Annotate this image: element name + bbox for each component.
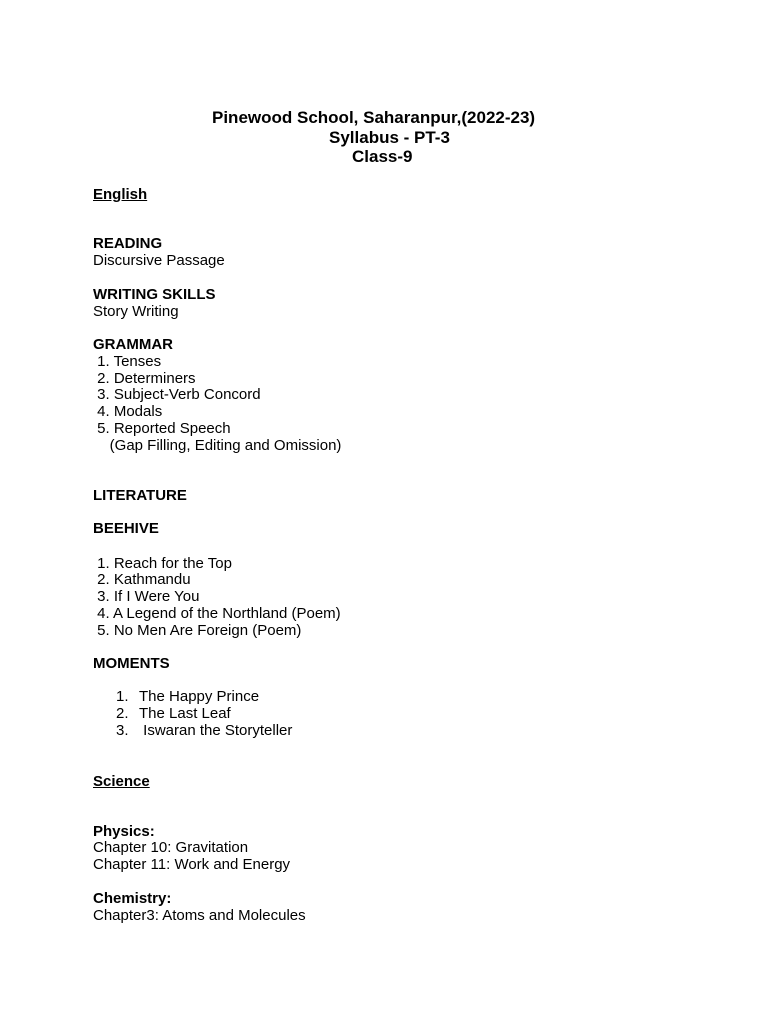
science-heading: Science — [93, 773, 150, 790]
moments-number: 1. — [116, 688, 129, 705]
moments-item: Iswaran the Storyteller — [139, 722, 293, 739]
chemistry-heading: Chemistry: — [93, 890, 172, 907]
beehive-item: 1. Reach for the Top — [93, 555, 232, 572]
grammar-item: 2. Determiners — [93, 370, 196, 387]
moments-heading: MOMENTS — [93, 655, 170, 672]
grammar-item: (Gap Filling, Editing and Omission) — [93, 437, 342, 454]
physics-heading: Physics: — [93, 823, 155, 840]
grammar-heading: GRAMMAR — [93, 336, 173, 353]
beehive-item: 2. Kathmandu — [93, 571, 191, 588]
grammar-item: 5. Reported Speech — [93, 420, 231, 437]
grammar-item: 1. Tenses — [93, 353, 162, 370]
grammar-item: 3. Subject-Verb Concord — [93, 386, 261, 403]
physics-item: Chapter 10: Gravitation — [93, 839, 249, 856]
writing-heading: WRITING SKILLS — [93, 286, 216, 303]
reading-item: Discursive Passage — [93, 252, 225, 269]
reading-heading: READING — [93, 235, 163, 252]
grammar-item: 4. Modals — [93, 403, 163, 420]
beehive-item: 5. No Men Are Foreign (Poem) — [93, 622, 302, 639]
english-heading: English — [93, 186, 148, 203]
beehive-item: 4. A Legend of the Northland (Poem) — [93, 605, 341, 622]
beehive-item: 3. If I Were You — [93, 588, 200, 605]
moments-item: The Happy Prince — [139, 688, 260, 705]
moments-number: 3. — [116, 722, 129, 739]
moments-number: 2. — [116, 705, 129, 722]
literature-heading: LITERATURE — [93, 487, 187, 504]
chemistry-item: Chapter3: Atoms and Molecules — [93, 907, 306, 924]
syllabus-title: Syllabus - PT-3 — [329, 128, 450, 147]
beehive-heading: BEEHIVE — [93, 520, 159, 537]
class-title: Class-9 — [352, 147, 413, 166]
physics-item: Chapter 11: Work and Energy — [93, 856, 291, 873]
writing-item: Story Writing — [93, 303, 179, 320]
moments-item: The Last Leaf — [139, 705, 231, 722]
school-title: Pinewood School, Saharanpur,(2022-23) — [212, 108, 536, 127]
